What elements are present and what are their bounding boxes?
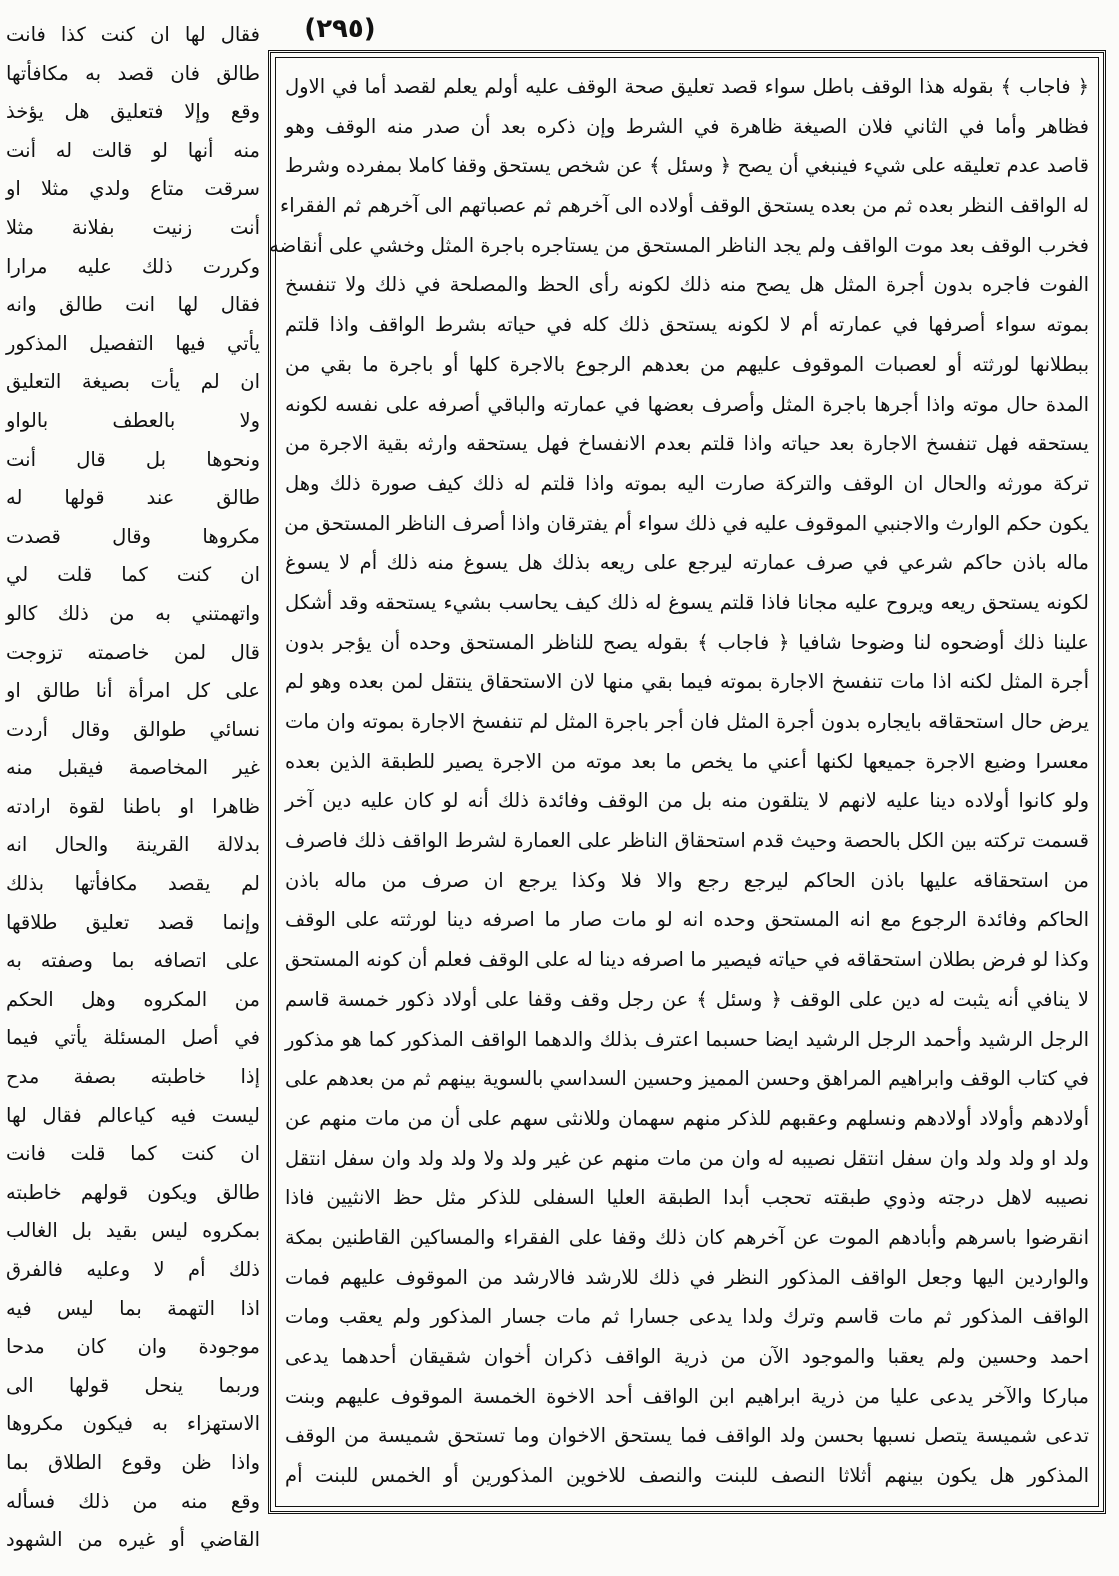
margin-text-line: ان كنت كما قلت لي <box>6 563 260 587</box>
margin-text-line: نسائي طوالق وقال أردت <box>6 717 260 741</box>
main-text-line: تدعى شميسة يتصل نسبها بحسن ولد الواقف فما يستحق الاخوان وما تستحق شميسة من الوقف <box>285 1424 1089 1448</box>
main-text-line: ﴿ فاجاب ﴾ بقوله هذا الوقف باطل سواء قصد تعليق صحة الوقف عليه أولم يعلم لقصد أما في الاول <box>285 75 1089 98</box>
margin-text-line: وقع منه من ذلك فسأله <box>6 1489 260 1513</box>
main-text-line: وكذا لو فرض بطلان استحقاقه في حياته فيصير ما اصرفه دينا له على الوقف فعلم أن كونه المستحق <box>285 948 1089 972</box>
margin-text-line: ولا بالعطف بالواو <box>6 408 260 432</box>
main-text-line: له الواقف النظر بعده ثم من بعده يستحق الوقف أولاده الى آخرهم ثم عصباتهم الى آخرهم ثم الفقراء <box>280 194 1089 218</box>
main-text-line: الفوت فاجره بدون أجرة المثل هل يصح منه ذلك لكونه رأى الحظ والمصلحة في ذلك ولا تنفسخ <box>285 273 1089 297</box>
margin-text-line: وكررت ذلك عليه مرارا <box>6 254 260 278</box>
margin-text-line: من المكروه وهل الحكم <box>6 987 260 1011</box>
margin-text-line: لم يقصد مكافأتها بذلك <box>6 872 260 896</box>
main-text-line: ببطلانها لورثته أو لعصبات الموقوف عليهم من بعدهم الرجوع بالاجرة كلها أو باجرة ما بقي من <box>285 352 1089 376</box>
main-text-line: قاصد عدم تعليقه على شيء فينبغي أن يصح ﴿ وسئل ﴾ عن شخص يستحق وقفا كاملا بمفرده وشرط <box>285 154 1089 178</box>
margin-text-line: غير المخاصمة فيقبل منه <box>6 756 260 780</box>
margin-text-line: فقال لها ان كنت كذا فانت <box>6 23 260 46</box>
margin-text-line: طالق ويكون قولهم خاطبته <box>6 1180 260 1204</box>
margin-text-line: على اتصافه بما وصفته به <box>6 949 260 973</box>
margin-text-line: اذا التهمة بما ليس فيه <box>6 1296 260 1320</box>
margin-text-line: بدلالة القرينة والحال انه <box>6 833 260 857</box>
margin-text-line: واتهمتني به من ذلك كالو <box>6 601 260 625</box>
main-text-line: معسرا وضيع الاجرة جميعها لكنها أعني ما يخص ما بعد موته من الاجرة يصير للطبقة الذين بعده <box>285 749 1089 773</box>
margin-text-line: وقع وإلا فتعليق هل يؤخذ <box>6 100 260 124</box>
margin-text-line: يأتي فيها التفصيل المذكور <box>6 331 260 355</box>
margin-text-line: بمكروه ليس بقيد بل الغالب <box>6 1219 260 1243</box>
margin-text-line: طالق عند قولها له <box>6 486 260 510</box>
margin-text-line: ذلك أم لا وعليه فالفرق <box>6 1258 260 1281</box>
margin-text-line: ليست فيه كياعالم فقال لها <box>6 1103 260 1127</box>
margin-text-line: سرقت متاع ولدي مثلا او <box>6 177 260 201</box>
margin-text-line: ظاهرا او باطنا لقوة ارادته <box>6 794 260 818</box>
main-text-line: مباركا والآخر يدعى عليا من ذرية ابراهيم ابن الواقف أحد الاخوة الخمسة الموقوف عليهم وبنت <box>285 1384 1089 1408</box>
main-text-line: علينا ذلك أوضحوه لنا وضوحا شافيا ﴿ فاجاب ﴾ بقوله يصح للناظر المستحق وحده أن يؤجر بدون <box>285 630 1089 654</box>
main-text-line: لكونه يستحق ريعه ويروح عليه مجانا فاذا قلتم يسوغ له ذلك كيف يحاسب بشيء يستحقه وقد أشكل <box>285 590 1089 614</box>
main-text-line: بموته سواء أصرفها في عمارته أم لا لكونه يستحق ذلك كله في حياته بشرط الواقف واذا قلتم <box>285 313 1089 337</box>
margin-text-line: وربما ينحل قولها الى <box>6 1373 260 1397</box>
main-text-line: يرض حال استحقاقه بايجاره بدون أجرة المثل فان أجر باجرة المثل لم تنفسخ الاجارة بموته وان مات <box>285 710 1089 733</box>
margin-text-line: فقال لها انت طالق وانه <box>6 293 260 317</box>
margin-text-line: قال لمن خاصمته تزوجت <box>6 640 260 664</box>
main-text-line: ولو كانوا أولاده دينا عليه لانهم لا يتلقون منه بل من الوقف وفائدة ذلك أنه لو كان عليه دين آخر <box>285 789 1089 813</box>
main-text-line: فخرب الوقف بعد موت الواقف ولم يجد الناظر المستحق من يستاجره باجرة المثل وخشي على أنقاضه <box>269 233 1089 257</box>
margin-text-line: أنت زنيت بفلانة مثلا <box>6 215 260 239</box>
main-text-line: انقرضوا باسرهم وأبادهم الموت عن آخرهم كان ذلك وقفا على الفقراء والمساكين القاطنين بمكة <box>285 1225 1089 1249</box>
margin-text-line: موجودة وان كان مدحا <box>6 1335 260 1359</box>
main-text-line: ماله باذن حاكم شرعي في صرف عمارته ليرجع على ريعه بذلك هل يسوغ منه ذلك أم لا يسوغ <box>285 551 1089 575</box>
main-text-line: ولد او ولد ولد وان سفل انتقل نصيبه له وان من مات منهم عن غير ولد ولا ولد ولد وان سفل انتقل <box>285 1146 1089 1170</box>
page-number: (٢٩٥) <box>304 14 376 44</box>
main-text-line: من استحقاقه عليها باذن الحاكم ليرجع رجع والا فلا وكذا يرجع ان صرف من ماله باذن <box>285 868 1089 892</box>
margin-text-line: في أصل المسئلة يأتي فيما <box>6 1026 260 1050</box>
margin-commentary <box>6 16 260 1560</box>
margin-text-line: على كل امرأة أنا طالق او <box>6 679 260 703</box>
margin-text-line: الاستهزاء به فيكون مكروها <box>6 1412 260 1436</box>
main-text-line: الحاكم وفائدة الرجوع مع انه المستحق وحده انه لو مات صار ما اصرفه دينا لورثته على الوقف <box>285 908 1089 932</box>
margin-text-line: ان لم يأت بصيغة التعليق <box>6 370 260 394</box>
margin-text-line: إذا خاطبته بصفة مدح <box>6 1065 260 1089</box>
main-text-frame <box>268 50 1106 1514</box>
main-text-line: الرجل الرشيد وأحمد الرجل الرشيد ايضا حسبما اعترف بذلك والدهما الواقف المذكور كما هو مذكور <box>285 1027 1089 1051</box>
margin-text-line: طالق فان قصد به مكافأتها <box>6 61 260 85</box>
main-text-line: المذكور هل يكون بينهم أثلاثا النصف للبنت والنصف للاخوين المذكورين أو الخمس للبنت أم <box>285 1464 1089 1488</box>
main-text-line: الواقف المذكور ثم مات قاسم وترك ولدا يدعى جسارا ثم مات جسار المذكور ولم يعقب ومات <box>285 1305 1089 1329</box>
main-text-line: أجرة المثل لكنه اذا مات تنفسخ الاجارة بموته فيما بقي منها لان الاستحقاق ينتقل لمن بعده وهو لم <box>285 670 1089 694</box>
main-text-line: المدة حال موته واذا أجرها باجرة المثل وأصرف بعضها في عمارته والباقي أصرفه على نفسه لكونه <box>285 392 1089 416</box>
main-text-line: نصيبه لاهل درجته وذوي طبقته تحجب أبدا الطبقة العليا السفلى للذكر مثل حظ الانثيين فاذا <box>285 1186 1089 1210</box>
main-text-line: في كتاب الوقف وابراهيم المراهق وحسن المميز وحسين السداسي بالسوية بينهم ثم من بعدهم على <box>285 1067 1089 1091</box>
main-text-body <box>269 67 1089 1496</box>
margin-text-line: وإنما قصد تعليق طلاقها <box>6 910 260 934</box>
main-text-line: فظاهر وأما في الثاني فلان الصيغة ظاهرة في الشرط وإن ذكره بعد أن صدر منه الوقف وهو <box>285 114 1089 138</box>
main-text-line: لا ينافي أنه يثبت له دين على الوقف ﴿ وسئل ﴾ عن رجل وقف وقفا على أولاد ذكور خمسة قاسم <box>285 987 1089 1011</box>
main-text-line: أولادهم وأولاد أولادهم ونسلهم وعقبهم للذكر منهم سهمان وللانثى سهم على أن من مات منهم عن <box>285 1106 1089 1130</box>
margin-text-line: واذا ظن وقوع الطلاق بما <box>6 1450 260 1474</box>
main-text-line: قسمت تركته بين الكل بالحصة وحيث قدم استحقاق الناظر على العمارة لشرط الواقف ذلك فاصرف <box>285 829 1089 853</box>
margin-text-line: منه أنها لو قالت له أنت <box>6 138 260 162</box>
margin-text-line: مكروها وقال قصدت <box>6 524 260 548</box>
main-text-line: تركة مورثه والحال ان الوقف والتركة صارت اليه بموته واذا قلتم له ذلك كيف صورة ذلك وهل <box>285 471 1089 495</box>
margin-text-line: ان كنت كما قلت فانت <box>6 1142 260 1166</box>
main-text-line: يكون حكم الوارث والاجنبي الموقوف عليه في ذلك سواء أم يفترقان واذا أصرف الناظر المستحق من <box>284 511 1089 535</box>
margin-text-line: ونحوها بل قال أنت <box>6 447 260 471</box>
main-text-line: يستحقه فهل تنفسخ الاجارة بعد حياته واذا قلتم بعدم الانفساخ فهل يستحقه وارثه بقية الاجرة من <box>285 432 1089 456</box>
main-text-line: احمد وحسين ولم يعقبا والموجود الآن من ذرية الواقف ذكران أخوان شقيقان أحدهما يدعى <box>285 1345 1089 1368</box>
main-text-line: والواردين اليها وجعل الواقف المذكور النظر في ذلك للارشد فالارشد من الموقوف عليهم فمات <box>285 1265 1089 1289</box>
margin-text-line: القاضي أو غيره من الشهود <box>6 1528 260 1552</box>
